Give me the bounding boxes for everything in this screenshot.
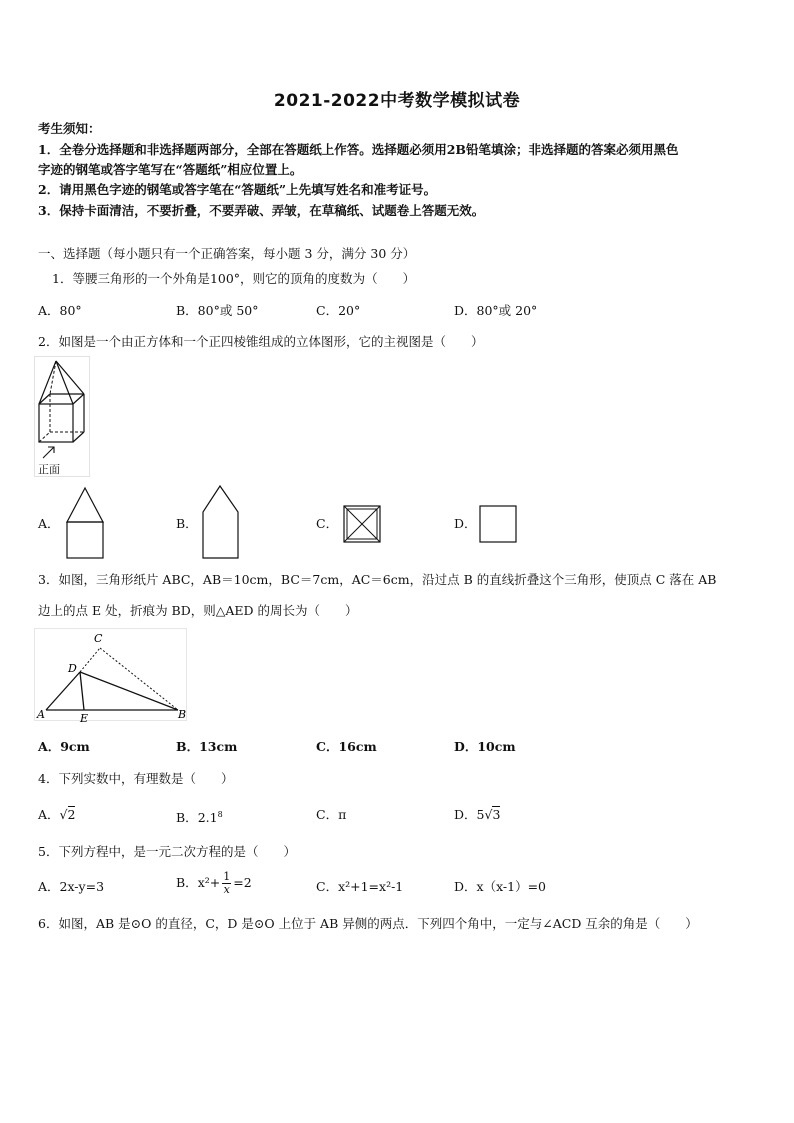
q2-option-d-letter: D． bbox=[454, 516, 477, 531]
q5-option-c: C．x²+1=x²-1 bbox=[316, 879, 404, 894]
q5-option-b bbox=[176, 870, 252, 896]
q4-stem: 4．下列实数中，有理数是（ ） bbox=[38, 771, 234, 786]
q4-option-c-value: π bbox=[338, 807, 347, 822]
q3-stem-line1: 3．如图，三角形纸片 ABC，AB＝10cm，BC＝7cm，AC＝6cm，沿过点 B 的直线折叠这个三角形，使顶点 C 落在 AB bbox=[38, 572, 717, 587]
q5-option-d: D．x（x-1）=0 bbox=[454, 879, 547, 894]
q1-option-a: A．80° bbox=[38, 303, 82, 318]
q5-stem: 5．下列方程中，是一元二次方程的是（ ） bbox=[38, 844, 296, 859]
q1-stem: 1．等腰三角形的一个外角是100°，则它的顶角的度数为（ ） bbox=[52, 271, 416, 286]
q2-option-c-figure bbox=[342, 504, 382, 544]
q3-label-e: E bbox=[80, 712, 89, 724]
notice-item-1: 1．全卷分选择题和非选择题两部分，全部在答题纸上作答。选择题必须用2B铅笔填涂；非选择题的答案必须用黑色 bbox=[38, 142, 679, 157]
section-heading: 一、选择题（每小题只有一个正确答案，每小题 3 分，满分 30 分） bbox=[38, 246, 416, 261]
q5-option-b-letter: B． bbox=[176, 875, 198, 890]
q4-option-a-radicand: 2 bbox=[67, 807, 76, 822]
fraction-numerator: 1 bbox=[223, 870, 231, 883]
sqrt-sign-icon: √ bbox=[484, 807, 493, 822]
q4-option-b-value: 2.1 bbox=[197, 810, 218, 826]
q3-option-c: C．16cm bbox=[316, 739, 377, 754]
q2-option-d-figure bbox=[478, 504, 518, 544]
q6-stem: 6．如图，AB 是⊙O 的直径，C，D 是⊙O 上位于 AB 异侧的两点．下列四个角中，一定与∠ACD 互余的角是（ ） bbox=[38, 916, 698, 931]
q5-option-b-post: =2 bbox=[233, 875, 252, 890]
q3-label-c: C bbox=[94, 632, 103, 645]
q3-label-a: A bbox=[37, 708, 45, 721]
q4-option-a bbox=[38, 806, 75, 824]
q2-option-b-letter: B． bbox=[176, 516, 198, 531]
q2-stem: 2．如图是一个由正方体和一个正四棱锥组成的立体图形，它的主视图是（ ） bbox=[38, 334, 484, 349]
q4-option-b-letter: B． bbox=[176, 810, 198, 826]
q2-option-a-letter: A． bbox=[38, 516, 60, 531]
q1-option-b: B．80°或 50° bbox=[176, 303, 259, 318]
q4-option-d-radicand: 3 bbox=[492, 807, 501, 822]
notice-heading: 考生须知： bbox=[38, 121, 101, 136]
q2-option-c-letter: C． bbox=[316, 516, 339, 531]
q3-option-a: A．9cm bbox=[38, 739, 90, 754]
q3-label-d: D bbox=[68, 662, 77, 675]
q4-option-b-repeat-digit: 8 bbox=[217, 810, 223, 819]
q4-option-d bbox=[454, 806, 500, 824]
q3-option-d: D．10cm bbox=[454, 739, 516, 754]
sqrt-sign-icon: √ bbox=[59, 807, 68, 822]
q1-option-d: D．80°或 20° bbox=[454, 303, 538, 318]
page-title: 2021-2022中考数学模拟试卷 bbox=[273, 91, 521, 111]
q3-triangle-figure bbox=[34, 628, 194, 724]
q2-solid-figure bbox=[34, 356, 92, 478]
q4-option-a-letter: A． bbox=[38, 807, 60, 822]
q3-option-b: B．13cm bbox=[176, 739, 238, 754]
q4-option-b bbox=[176, 806, 223, 827]
q2-option-a-figure bbox=[64, 486, 106, 560]
q3-label-b: B bbox=[178, 708, 187, 721]
q4-option-c bbox=[316, 806, 346, 824]
notice-item-2: 2．请用黑色字迹的钢笔或答字笔在“答题纸”上先填写姓名和准考证号。 bbox=[38, 182, 437, 197]
q3-stem-line2: 边上的点 E 处，折痕为 BD，则△AED 的周长为（ ） bbox=[38, 603, 358, 618]
q5-option-a: A．2x-y=3 bbox=[38, 879, 105, 894]
q2-option-b-figure bbox=[200, 484, 242, 560]
q2-front-label: 正面 bbox=[38, 463, 60, 476]
q4-option-d-letter: D． bbox=[454, 807, 477, 822]
fraction-denominator: x bbox=[223, 883, 230, 896]
notice-item-3: 3．保持卡面清洁，不要折叠，不要弄破、弄皱，在草稿纸、试题卷上答题无效。 bbox=[38, 203, 485, 218]
q4-option-d-coef: 5 bbox=[476, 807, 485, 822]
q5-option-b-fraction bbox=[222, 871, 231, 896]
q1-option-c: C．20° bbox=[316, 303, 361, 318]
notice-item-1-cont: 字迹的钢笔或答字笔写在“答题纸”相应位置上。 bbox=[38, 162, 303, 177]
q5-option-b-pre: x²+ bbox=[197, 875, 221, 890]
q4-option-c-letter: C． bbox=[316, 807, 339, 822]
